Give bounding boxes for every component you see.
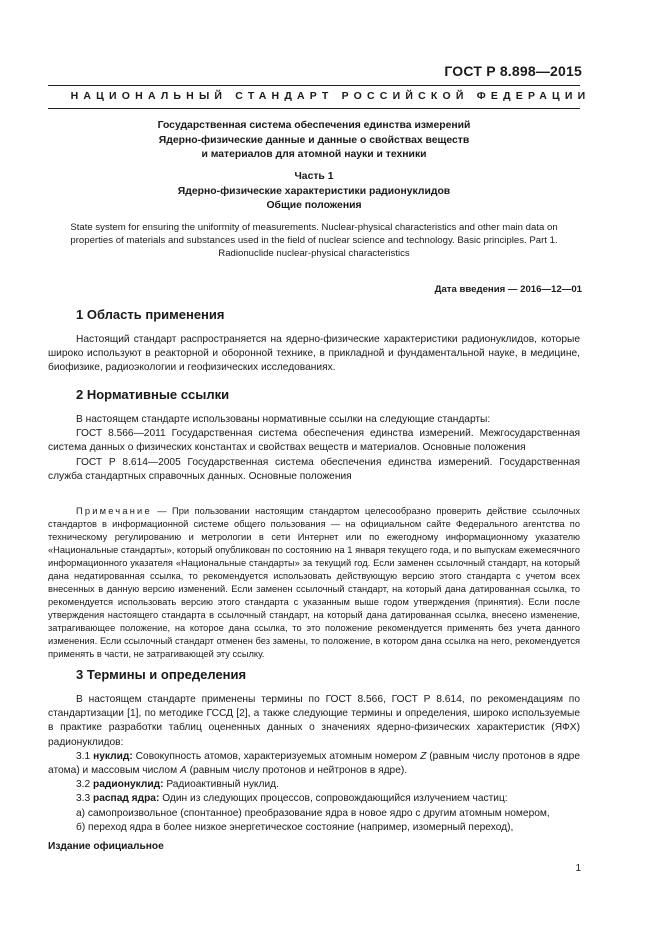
terms-intro: В настоящем стандарте применены термины по ГОСТ 8.566, ГОСТ Р 8.614, по рекомендациям по стандартизации [1], по методике ГССД [2], а также следующие термины и определения, широко используемые в практике разработки таблиц оцененных данных о значениях ядерно-физических характеристик (ЯФХ) радионуклидов: <box>48 694 580 748</box>
standard-banner: НАЦИОНАЛЬНЫЙ СТАНДАРТ РОССИЙСКОЙ ФЕДЕРАЦИИ <box>70 90 591 102</box>
note-text: — При пользовании настоящим стандартом целесообразно проверить действие ссылочных стандартов в информационной системе общего пользования — на официальном сайте Федерального агентства по техническому регулированию и метрологии в сети Интернет или по ежегодному информационному указателю «Национальные стандарты», который опубликован по состоянию на 1 января текущего года, и по выпускам ежемесячного информационного указателя «Национальные стандарты» за текущий год. Если заменен ссылочный стандарт, на который дана недатированная ссылка, то рекомендуется использовать действующую версию этого стандарта с учетом всех внесенных в данную версию изменений. Если заменен ссылочный стандарт, на который дана датированная ссылка, то рекомендуется использовать версию этого стандарта с указанным выше годом утверждения (принятия). Если после утверждения настоящего стандарта в ссылочный стандарт, на который дана датированная ссылка, внесено изменение, затрагивающее положение, на которое дана ссылка, то это положение рекомендуется применять без учета данного изменения. Если ссылочный стандарт отменен без замены, то положение, в котором дана ссылка на него, рекомендуется применять в части, не затрагивающей эту ссылку. <box>48 506 580 659</box>
document-title <box>48 119 580 163</box>
section-1-paragraph: Настоящий стандарт распространяется на ядерно-физические характеристики радионуклидов, которые широко используют в реакторной и оборонной технике, в прикладной и фундаментальной науке, в медицине, биофизике, радиоэкологии и геофизических исследованиях. <box>48 334 580 374</box>
section-2-body <box>48 413 580 484</box>
term-3-3 <box>48 792 580 806</box>
note-paragraph <box>48 505 580 661</box>
section-1-body <box>48 333 580 376</box>
term-number: 3.1 <box>76 750 94 762</box>
symbol-a: A <box>179 765 187 777</box>
references-note <box>48 505 580 661</box>
title-line-2: Ядерно-физические данные и данные о свойствах веществ <box>158 134 470 146</box>
note-label: Примечание <box>76 506 152 516</box>
part-title-line-2: Общие положения <box>266 200 362 211</box>
term-3-1 <box>48 750 580 778</box>
section-2-heading: 2 Нормативные ссылки <box>76 387 230 402</box>
section-3-body <box>48 693 580 835</box>
term-name: распад ядра: <box>93 793 160 805</box>
references-intro: В настоящем стандарте использованы нормативные ссылки на следующие стандарты: <box>76 414 491 425</box>
section-1-heading: 1 Область применения <box>76 307 225 322</box>
term-3-3-item-a: а) самопроизвольное (спонтанное) преобразование ядра в новое ядро с другим атомным номером, <box>76 807 550 819</box>
term-definition-part: (равным числу протонов в ядре атома) и массовым числом <box>48 750 581 777</box>
term-definition-part: Совокупность атомов, характеризуемых атомным номером <box>132 750 421 762</box>
reference-gost-8-566: ГОСТ 8.566—2011 Государственная система обеспечения единства измерений. Межгосударственная система данных о физических константах и свойствах веществ и материалов. Основные положения <box>48 428 580 454</box>
official-edition-label: Издание официальное <box>48 841 164 852</box>
term-definition-part: (равным числу протонов и нейтронов в ядре). <box>186 765 408 777</box>
page-number: 1 <box>575 863 581 874</box>
top-rule <box>48 85 580 86</box>
term-definition: Радиоактивный нуклид. <box>163 779 279 791</box>
title-line-3: и материалов для атомной науки и техники <box>201 149 427 160</box>
introduction-date: Дата введения — 2016—12—01 <box>434 284 582 295</box>
reference-gost-r-8-614: ГОСТ Р 8.614—2005 Государственная система обеспечения единства измерений. Государственная служба стандартных справочных данных. Основные положения <box>48 456 580 482</box>
document-id: ГОСТ Р 8.898—2015 <box>444 63 582 79</box>
part-title <box>48 170 580 214</box>
term-name: нуклид: <box>93 750 133 762</box>
bottom-rule <box>48 108 580 109</box>
term-3-3-item-b: б) переход ядра в более низкое энергетическое состояние (например, изомерный переход), <box>76 821 514 833</box>
term-definition: Один из следующих процессов, сопровождающийся излучением частиц: <box>159 793 508 805</box>
title-line-1: Государственная система обеспечения единства измерений <box>157 120 471 131</box>
term-3-2 <box>48 778 580 792</box>
term-number: 3.3 <box>76 793 93 805</box>
english-title: State system for ensuring the uniformity of measurements. Nuclear-physical characteristics and other main data on properties of materials and substances used in the field of nuclear science and technology. Basic principles. Part 1. Radionuclide nuclear-physical characteristics <box>70 222 558 259</box>
part-title-line-1: Ядерно-физические характеристики радионуклидов <box>177 185 451 197</box>
term-name: радионуклид: <box>93 779 164 791</box>
symbol-z: Z <box>420 750 427 762</box>
section-3-heading: 3 Термины и определения <box>76 667 247 682</box>
part-number: Часть 1 <box>294 171 334 182</box>
term-number: 3.2 <box>76 779 93 791</box>
